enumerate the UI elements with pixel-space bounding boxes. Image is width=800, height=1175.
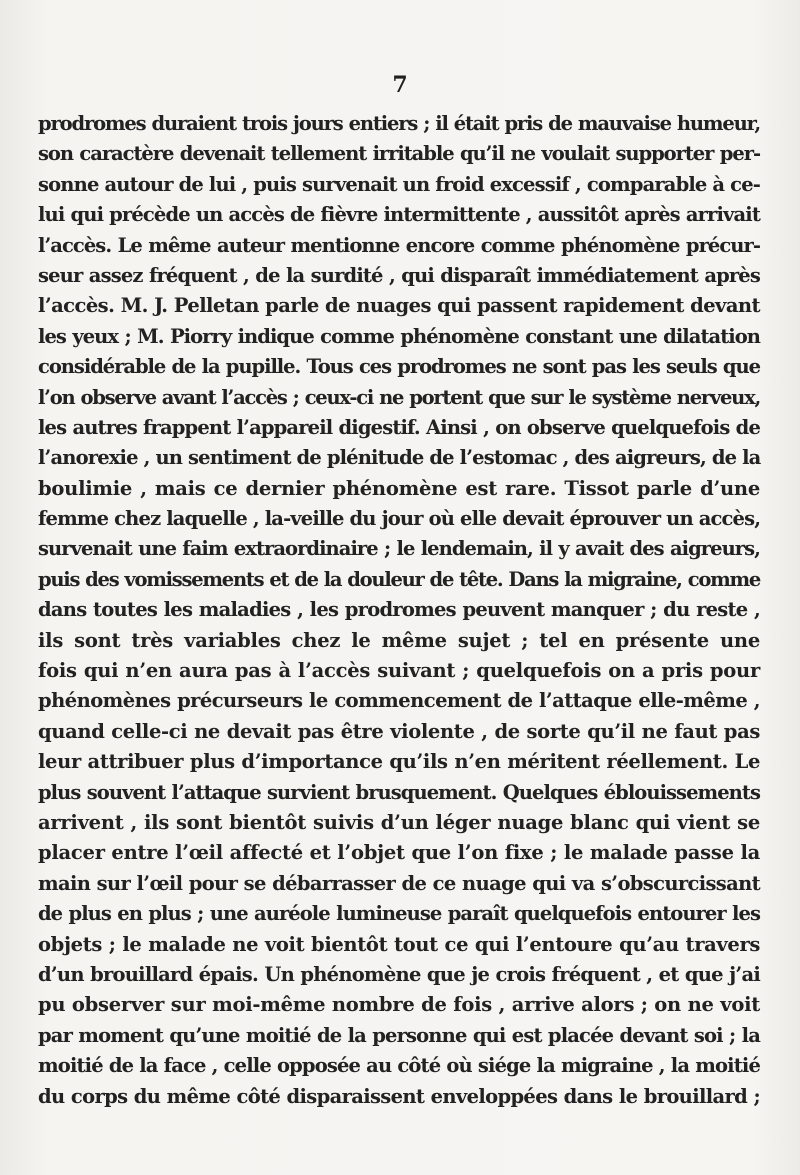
text-line: l’accès. M. J. Pelletan parle de nuages qui passent rapidement devant bbox=[38, 294, 761, 318]
text-line: considérable de la pupille. Tous ces prodromes ne sont pas les seuls que bbox=[38, 355, 760, 379]
text-line: son caractère devenait tellement irritable qu’il ne voulait supporter per- bbox=[38, 142, 760, 166]
text-line: les autres frappent l’appareil digestif. Ainsi , on observe quelquefois de bbox=[38, 415, 760, 439]
text-line: du corps du même côté disparaissent enveloppées dans le brouillard ; bbox=[38, 1084, 760, 1108]
text-line: survenait une faim extraordinaire ; le lendemain, il y avait des aigreurs, bbox=[38, 537, 760, 561]
text-line: leur attribuer plus d’importance qu’ils n’en méritent réellement. Le bbox=[38, 750, 760, 774]
text-line: de plus en plus ; une auréole lumineuse paraît quelquefois entourer les bbox=[38, 902, 760, 926]
text-line: quand celle-ci ne devait pas être violente , de sorte qu’il ne faut pas bbox=[38, 719, 760, 743]
text-line: par moment qu’une moitié de la personne qui est placée devant soi ; la bbox=[38, 1023, 760, 1047]
text-line: fois qui n’en aura pas à l’accès suivant ; quelquefois on a pris pour bbox=[38, 659, 760, 683]
text-line: l’accès. Le même auteur mentionne encore comme phénomène précur- bbox=[38, 233, 760, 257]
text-line: pu observer sur moi-même nombre de fois , arrive alors ; on ne voit bbox=[38, 993, 760, 1017]
text-line: plus souvent l’attaque survient brusquement. Quelques éblouissements bbox=[38, 780, 760, 804]
text-line: objets ; le malade ne voit bientôt tout ce qui l’entoure qu’au travers bbox=[38, 932, 760, 956]
text-line: prodromes duraient trois jours entiers ; il était pris de mauvaise humeur, bbox=[38, 112, 760, 135]
text-line: arrivent , ils sont bientôt suivis d’un léger nuage blanc qui vient se bbox=[38, 810, 760, 834]
text-line: phénomènes précurseurs le commencement de l’attaque elle-même , bbox=[38, 689, 760, 713]
text-line: ils sont très variables chez le même sujet ; tel en présente une bbox=[38, 628, 760, 652]
text-line: puis des vomissements et de la douleur de tête. Dans la migraine, comme bbox=[38, 567, 760, 591]
text-line: dans toutes les maladies , les prodromes peuvent manquer ; du reste , bbox=[38, 598, 760, 622]
text-line: l’anorexie , un sentiment de plénitude de l’estomac , des aigreurs, de la bbox=[38, 446, 761, 470]
text-line: moitié de la face , celle opposée au côté où siége la migraine , la moitié bbox=[38, 1054, 760, 1078]
text-line: lui qui précède un accès de fièvre intermittente , aussitôt après arrivait bbox=[38, 203, 760, 227]
text-line: d’un brouillard épais. Un phénomène que je crois fréquent , et que j’ai bbox=[38, 962, 760, 986]
text-line: les yeux ; M. Piorry indique comme phénomène constant une dilatation bbox=[38, 324, 760, 348]
page-number: 7 bbox=[392, 72, 408, 98]
text-line: placer entre l’œil affecté et l’objet que l’on fixe ; le malade passe la bbox=[38, 841, 760, 865]
text-line: l’on observe avant l’accès ; ceux-ci ne portent que sur le système nerveux, bbox=[38, 385, 760, 409]
text-line: femme chez laquelle , la-veille du jour où elle devait éprouver un accès, bbox=[38, 507, 761, 531]
text-line: main sur l’œil pour se débarrasser de ce nuage qui va s’obscurcissant bbox=[38, 871, 760, 895]
text-line: boulimie , mais ce dernier phénomène est rare. Tissot parle d’une bbox=[38, 476, 760, 500]
text-line: seur assez fréquent , de la surdité , qui disparaît immédiatement après bbox=[38, 263, 760, 287]
body-text bbox=[38, 109, 760, 1112]
text-line: sonne autour de lui , puis survenait un froid excessif , comparable à ce- bbox=[38, 172, 760, 196]
